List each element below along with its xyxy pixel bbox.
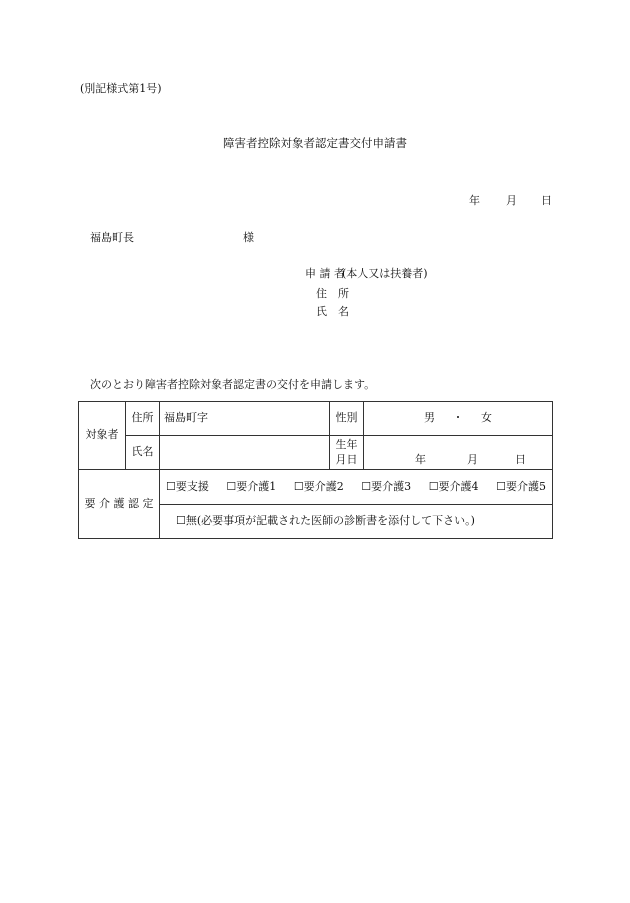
care-option-level-1[interactable]: ☐要介護1	[226, 479, 277, 493]
applicant-address-label: 住 所	[316, 287, 349, 300]
care-option-level-2[interactable]: ☐要介護2	[293, 479, 344, 493]
application-table	[78, 401, 553, 539]
date-day-label: 日	[541, 194, 552, 207]
sex-separator: ・	[452, 411, 464, 425]
address-label: 住所	[126, 402, 160, 436]
addressee-suffix: 様	[243, 231, 254, 244]
sex-selector[interactable]	[364, 402, 553, 436]
document-title: 障害者控除対象者認定書交付申請書	[223, 136, 407, 150]
care-options-row	[164, 481, 548, 494]
dob-label-line-2: 月日	[335, 452, 358, 466]
intro-text: 次のとおり障害者控除対象者認定書の交付を申請します。	[90, 378, 376, 391]
form-type-label: (別記様式第1号)	[80, 82, 162, 95]
address-field[interactable]: 福島町字	[160, 402, 330, 436]
applicant-name-label: 氏 名	[316, 305, 349, 318]
care-options-cell	[160, 470, 553, 505]
applicant-label: 申 請 者	[305, 267, 345, 280]
care-option-level-4[interactable]: ☐要介護4	[428, 479, 479, 493]
date-month-label: 月	[506, 194, 517, 207]
dob-field[interactable]	[364, 436, 553, 470]
applicant-note: (本人又は扶養者)	[342, 267, 428, 280]
dob-month-label: 月	[467, 453, 478, 467]
dob-day-label: 日	[515, 453, 526, 467]
name-field[interactable]	[160, 436, 330, 470]
care-cert-header: 要 介 護 認 定	[79, 470, 160, 539]
care-option-none[interactable]: ☐無(必要事項が記載された医師の診断書を添付して下さい。)	[160, 505, 553, 539]
care-option-support[interactable]: ☐要支援	[166, 479, 209, 493]
sex-male-option[interactable]: 男	[424, 411, 435, 425]
dob-label	[330, 436, 364, 470]
care-option-level-3[interactable]: ☐要介護3	[361, 479, 412, 493]
subject-header: 対象者	[79, 402, 126, 470]
dob-label-line-1: 生年	[335, 437, 358, 451]
date-year-label: 年	[469, 194, 480, 207]
dob-year-label: 年	[415, 453, 426, 467]
addressee-name: 福島町長	[90, 231, 134, 244]
care-option-level-5[interactable]: ☐要介護5	[496, 479, 546, 493]
sex-label: 性別	[330, 402, 364, 436]
name-label: 氏名	[126, 436, 160, 470]
sex-female-option[interactable]: 女	[481, 411, 492, 425]
